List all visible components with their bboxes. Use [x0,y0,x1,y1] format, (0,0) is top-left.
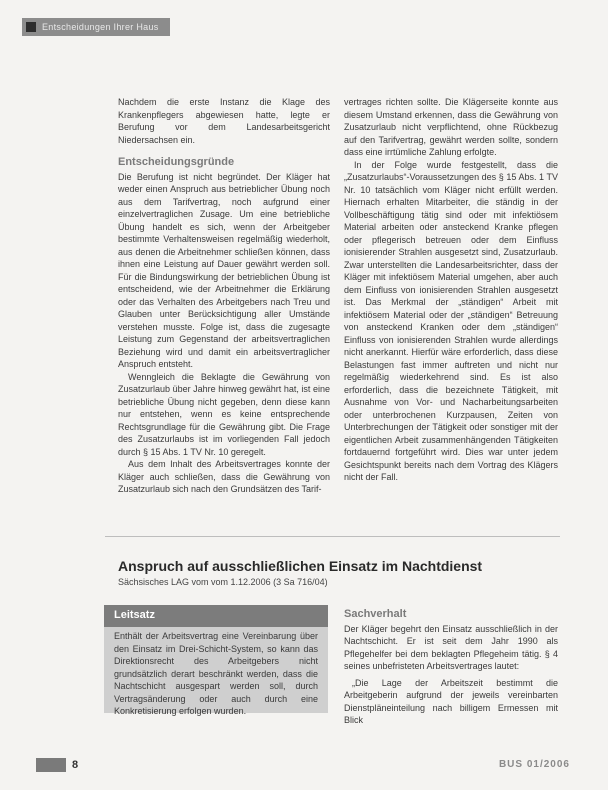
article1-left-paragraph: Die Berufung ist nicht begründet. Der Kläger hat weder einen Anspruch aus betrieblicher Übung noch aus dem Tarifvertrag, noch aufgrund einer einzelvertraglichen Zusage. Um eine betriebliche Übung handelt es sich, wenn der Arbeitgeber bestimmte Verhaltensweisen regelmäßig wiederholt, aus denen die Arbeitnehmer schließen können, dass ihnen eine Leistung auf Dauer gewährt werden soll. Für die Bindungswirkung der betrieblichen Übung ist entscheidend, wie der Arbeitnehmer die Erklärung oder das Verhalten des Arbeitgebers nach Treu und Glauben unter Berücksichtigung aller Umstände verstehen musste. Folge ist, dass die zugesagte Leistung zum Gegenstand der arbeitsvertraglichen Beziehung wird und damit ein arbeitsvertraglicher Anspruch entsteht. [118,171,330,369]
page-number: 8 [72,759,79,771]
article1-right-column [344,96,558,484]
article1-right-paragraph: In der Folge wurde festgestellt, dass die „Zusatzurlaubs“-Voraussetzungen des § 15 Abs. 1 TV Nr. 10 tatsächlich vom Kläger nicht erfüllt werden. Hiernach erhalten Mitarbeiter, die ständig in der Vollbeschäftigung tätig sind oder mit infektiösem Material arbeiten oder ansteckend Kranke pflegen oder pflegerisch betreuen oder dem Einfluss ionisierender Strahlen ausgesetzt sind, Zusatzurlaub. Zwar unterstellten die Landesarbeitsrichter, dass der Kläger mit infektiösem Material umgehen, aber auch dem Einfluss von ionisierenden Strahlen ausgesetzt ist. Das Merkmal der „ständigen“ Arbeit mit infektiösem Material oder der „ständigen“ Betreuung von ansteckend Kranken oder dem „ständigen“ Einfluss von ionisierenden Strahlen wurde allerdings nicht anerkannt. Hierfür wäre erforderlich, dass diese Belastungen fast immer auftreten und nicht nur regelmäßig wiederkehrend sind. Es ist also erforderlich, dass die bezeichnete Tätigkeit, mit Ausnahme von Vor- und Nacharbeitungsarbeiten oder unterbrochenen Kurzpausen, Zeiten von Unterbrechungen der Tätigkeit oder sonstiger mit der eigentlichen Arbeit zusammenhängenden Tätigkeiten fortdauernd fortgeführt wird. Dies war unter jedem Gesichtspunkt bereits nach dem Vortrag des Klägers nicht der Fall. [344,159,558,482]
article1-left-paragraph: Wenngleich die Beklagte die Gewährung von Zusatzurlaub über Jahre hinweg gewährt hat, ist eine betriebliche Übung nicht gegeben, denn diese kann nur entstehen, wenn es keine entsprechende Rechtsgrundlage für die Gewährung gibt. Die Frage des Zusatzurlaubs ist im vorliegenden Fall jedoch durch § 15 Abs. 1 TV Nr. 10 geregelt. [118,371,330,457]
article1-left-column [118,96,330,496]
heading-entscheidungsgruende: Entscheidungsgründe [118,156,235,168]
section-marker-icon [26,22,36,32]
article2-citation: Sächsisches LAG vom vom 1.12.2006 (3 Sa 716/04) [118,577,328,587]
sachverhalt-paragraph: „Die Lage der Arbeitszeit bestimmt die Arbeitgeberin aufgrund der jeweils vereinbarten Dienstpläneinteilung nach billigem Ermessen mit Blick [344,677,558,725]
section-divider [105,536,560,537]
sachverhalt-column [344,608,558,727]
journal-issue: BUS 01/2006 [498,759,570,770]
leitsatz-box [104,605,328,716]
article1-left-paragraph: Nachdem die erste Instanz die Klage des Krankenpflegers abgewiesen hatte, legte er Berufung vor dem Landesarbeitsgericht Niedersachsen ein. [118,97,330,145]
article1-left-paragraph: Aus dem Inhalt des Arbeitsvertrages konnte der Kläger auch schließen, dass die Gewährung von Zusatzurlaub sich nach den Grundsätzen des Tarif- [118,459,330,494]
section-label: Entscheidungen Ihrer Haus [42,22,159,32]
section-header-bar [22,18,170,36]
sachverhalt-paragraph: Der Kläger begehrt den Einsatz ausschließlich in der Nachtschicht. Er ist seit dem Jahr 1990 als Pflegehelfer bei dem beklagten Pflegeheim tätig. § 4 seines unbefristeten Arbeitsvertrages lautet: [344,623,558,671]
article2-title: Anspruch auf ausschließlichen Einsatz im Nachtdienst [118,558,483,574]
heading-sachverhalt: Sachverhalt [344,608,407,620]
leitsatz-heading: Leitsatz [104,605,328,627]
footer-bar [36,758,66,772]
leitsatz-text: Enthält der Arbeitsvertrag eine Vereinbarung über den Einsatz im Drei-Schicht-System, so kann das Direktionsrecht des Arbeitgebers nicht grundsätzlich derart beschränkt werden, dass die Nachtschicht ausgespart werden soll, durch Vertragsänderung oder auch durch eine Konkretisierung erfolgen wurden. [114,631,318,716]
article1-right-paragraph: vertrages richten sollte. Die Klägerseite konnte aus diesem Umstand erkennen, dass die Gewährung von Zusatzurlaub nicht verpflichtend, ohne Rückbezug auf den Tarifvertrag, gewährt werden sollte, sondern dass eine irrtümliche Zahlung erfolgte. [344,97,558,157]
